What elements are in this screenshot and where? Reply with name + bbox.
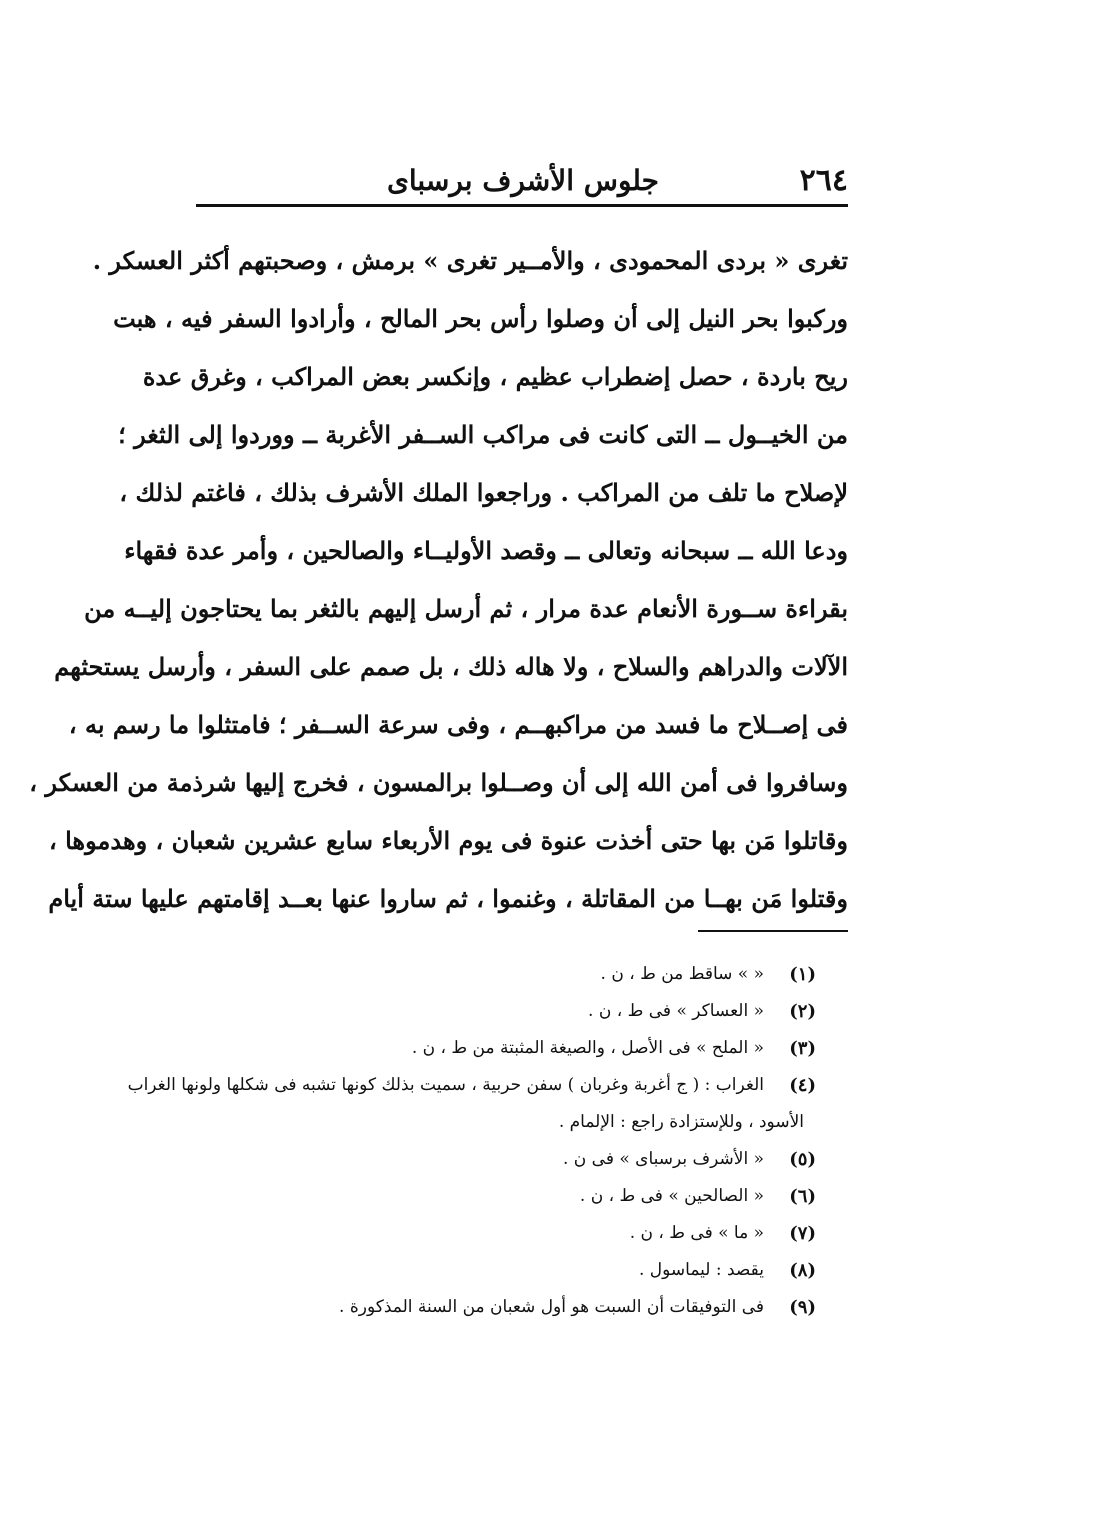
footnote-rule — [698, 930, 848, 932]
footnote-number: (٤) — [789, 1075, 816, 1096]
body-line: ريح باردة ، حصل إضطراب عظيم ، وإنكسر بعض المراكب ، وغرق عدة — [142, 362, 848, 391]
footnotes — [127, 956, 816, 1326]
body-line: وسافروا فى أمن الله إلى أن وصــلوا برالمسون ، فخرج إليها شرذمة من العسكر ، — [29, 768, 848, 797]
footnote — [190, 1215, 816, 1252]
footnote-text: الأسود ، وللإستزادة راجع : الإلمام . — [558, 1112, 804, 1132]
header-rule — [196, 204, 848, 207]
footnote-text: « » ساقط من ط ، ن . — [600, 964, 764, 984]
body-line: ودعا الله ــ سبحانه وتعالى ــ وقصد الأوليــاء والصالحين ، وأمر عدة فقهاء — [124, 536, 848, 565]
footnote-number: (٧) — [789, 1223, 816, 1244]
footnote — [190, 1289, 816, 1326]
footnote — [190, 1252, 816, 1289]
footnote-number: (٩) — [789, 1297, 816, 1318]
footnote-number — [804, 1104, 816, 1141]
body-line: بقراءة ســورة الأنعام عدة مرار ، ثم أرسل إليهم بالثغر بما يحتاجون إليــه من — [84, 594, 848, 623]
footnote-continuation — [190, 1104, 816, 1141]
footnote-text: « الأشرف برسباى » فى ن . — [562, 1149, 764, 1169]
footnote-number: (٦) — [789, 1186, 816, 1207]
page-header — [198, 160, 848, 202]
footnote-text: يقصد : ليماسول . — [638, 1260, 764, 1280]
body-line: وركبوا بحر النيل إلى أن وصلوا رأس بحر المالح ، وأرادوا السفر فيه ، هبت — [113, 304, 848, 333]
body-text — [29, 232, 848, 928]
footnote — [127, 1067, 816, 1104]
body-line: من الخيــول ــ التى كانت فى مراكب الســفر الأغربة ــ ووردوا إلى الثغر ؛ — [118, 420, 848, 449]
footnote — [190, 956, 816, 993]
footnote-text: « الصالحين » فى ط ، ن . — [579, 1186, 764, 1206]
footnote-text: الغراب : ( ج أغربة وغربان ) سفن حربية ، سميت بذلك كونها تشبه فى شكلها ولونها الغراب — [127, 1075, 764, 1095]
body-line: فى إصــلاح ما فسد من مراكبهــم ، وفى سرعة الســفر ؛ فامتثلوا ما رسم به ، — [68, 710, 848, 739]
footnote-text: « الملح » فى الأصل ، والصيغة المثبتة من ط ، ن . — [411, 1038, 764, 1058]
running-title: جلوس الأشرف برسباى — [386, 164, 659, 197]
footnote-number: (٨) — [789, 1260, 816, 1281]
footnote-number: (٢) — [789, 1001, 816, 1022]
footnote — [190, 1178, 816, 1215]
body-line: تغرى « بردى المحمودى ، والأمــير تغرى » برمش ، وصحبتهم أكثر العسكر . — [92, 246, 848, 275]
footnote-number: (١) — [789, 964, 816, 985]
footnote — [190, 1030, 816, 1067]
footnote-text: « ما » فى ط ، ن . — [629, 1223, 764, 1243]
body-line: الآلات والدراهم والسلاح ، ولا هاله ذلك ، بل صمم على السفر ، وأرسل يستحثهم — [54, 652, 848, 681]
footnote-text: « العساكر » فى ط ، ن . — [588, 1001, 764, 1021]
footnote — [190, 1141, 816, 1178]
footnote — [190, 993, 816, 1030]
page-number: ٢٦٤ — [799, 163, 848, 198]
footnote-text: فى التوفيقات أن السبت هو أول شعبان من السنة المذكورة . — [339, 1297, 764, 1317]
footnote-number: (٥) — [789, 1149, 816, 1170]
body-line: وقتلوا مَن بهــا من المقاتلة ، وغنموا ، ثم ساروا عنها بعــد إقامتهم عليها ستة أيام — [48, 884, 848, 913]
footnote-number: (٣) — [789, 1038, 816, 1059]
body-line: لإصلاح ما تلف من المراكب . وراجعوا الملك الأشرف بذلك ، فاغتم لذلك ، — [119, 478, 848, 507]
body-line: وقاتلوا مَن بها حتى أخذت عنوة فى يوم الأربعاء سابع عشرين شعبان ، وهدموها ، — [49, 826, 848, 855]
